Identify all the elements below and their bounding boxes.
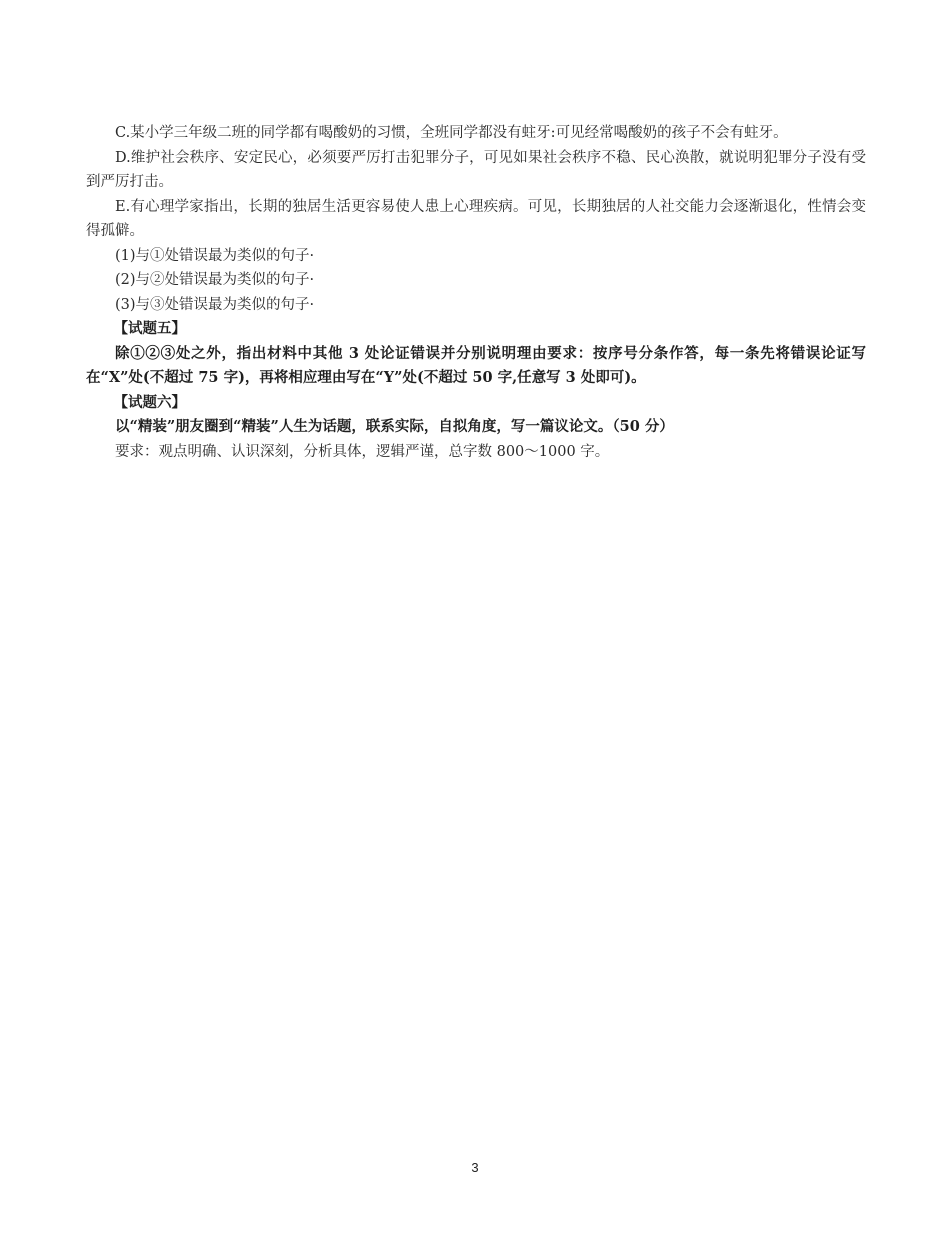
- page-number: 3: [471, 1160, 479, 1175]
- option-e: E.有心理学家指出，长期的独居生活更容易使人患上心理疾病。可见，长期独居的人社交能力会逐渐退化，性情会变得孤僻。: [86, 198, 866, 239]
- section-6-heading: 【试题六】: [113, 393, 187, 411]
- option-c: C.某小学三年级二班的同学都有喝酸奶的习惯，全班同学都没有蛀牙:可见经常喝酸奶的孩子不会有蛀牙。: [115, 125, 788, 141]
- document-body: [86, 121, 866, 464]
- question-1: (1)与①处错误最为类似的句子·: [115, 247, 315, 264]
- question-2: (2)与②处错误最为类似的句子·: [115, 272, 315, 288]
- essay-prompt: 以“精装”朋友圈到“精装”人生为话题，联系实际，自拟角度，写一篇议论文。（50 分）: [115, 418, 674, 435]
- essay-requirement: 要求：观点明确、认识深刻，分析具体，逻辑严谨，总字数 800～1000 字。: [115, 443, 610, 460]
- question-3: (3)与③处错误最为类似的句子·: [115, 296, 315, 313]
- option-d: D.维护社会秩序、安定民心，必须要严厉打击犯罪分子，可见如果社会秩序不稳、民心涣散，就说明犯罪分子没有受到严厉打击。: [86, 149, 866, 190]
- section-5-instructions: 除①②③处之外，指出材料中其他 3 处论证错误并分别说明理由要求：按序号分条作答，每一条先将错误论证写在“X”处(不超过 75 字)，再将相应理由写在“Y”处(不超过 50 字,任意写 3 处即可)。: [86, 344, 866, 386]
- section-5-heading: 【试题五】: [113, 320, 187, 337]
